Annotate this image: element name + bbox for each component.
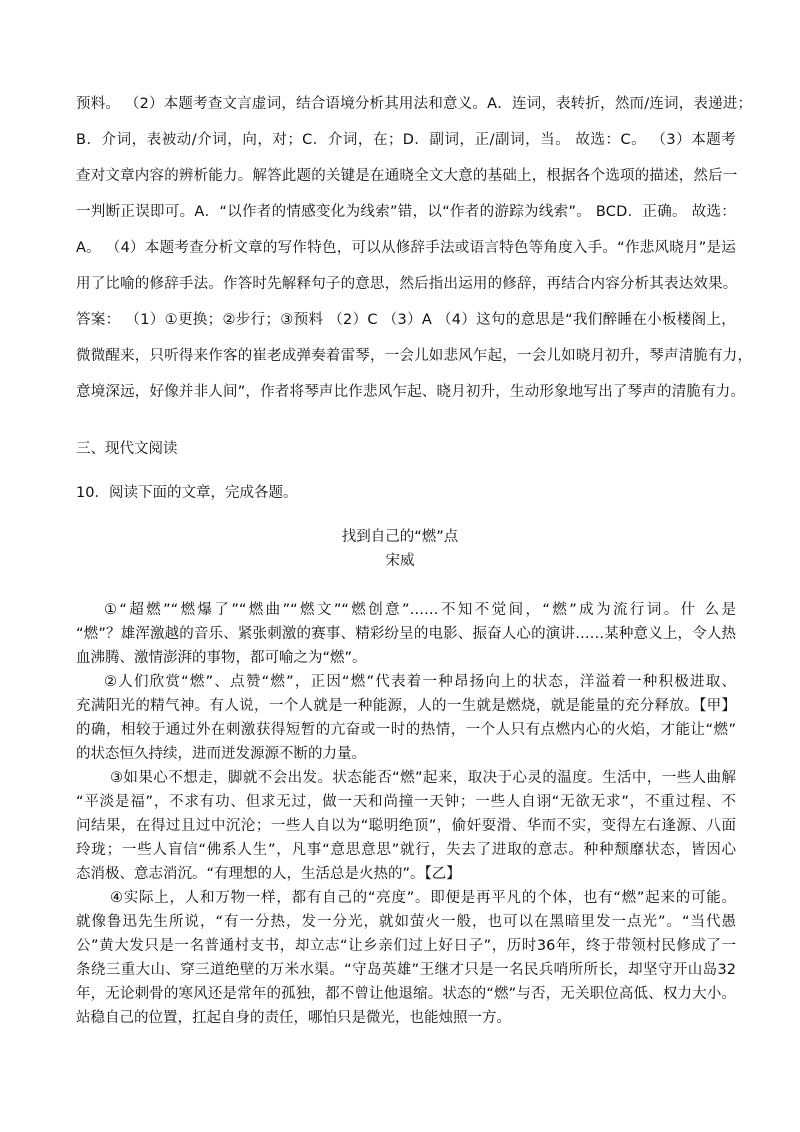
answer-line-1: 答案： （1）①更换；②步行；③预料 （2）C （3）A （4）这句的意思是“我们醉睡在小板楼阁上， [76,312,736,328]
article-line-16: 条绕三重大山、穿三道绝壁的万米水渠。“守岛英雄”王继才只是一名民兵哨所所长，却坚守开山岛32 [76,962,736,978]
analysis-line-1: 预料。 （2）本题考查文言虚词，结合语境分析其用法和意义。A．连词，表转折，然而/连词，表递进； [76,96,753,112]
article-line-14: 就像鲁迅先生所说，“有一分热，发一分光，就如萤火一般，也可以在黑暗里发一点光”。“当代愚 [76,914,736,930]
article-line-3: 血沸腾、激情澎湃的事物，都可喻之为“燃”。 [76,650,367,666]
article-title: 找到自己的“燃”点 [341,529,459,545]
article-line-13: ④实际上，人和万物一样，都有自己的“亮度”。即便是再平凡的个体，也有“燃”起来的可能。 [110,890,736,906]
article-author: 宋威 [385,553,415,569]
article-line-7: 的状态恒久持续，进而迸发源源不断的力量。 [76,746,366,762]
article-line-4: ②人们欣赏“燃”、点赞“燃”，正因“燃”代表着一种昂扬向上的状态，洋溢着一种积极进取、 [104,674,736,690]
article-line-1: ①“超燃”“燃爆了”“燃曲”“燃文”“燃创意”……不知不觉间，“燃”成为流行词。什 么是 [104,602,736,618]
article-line-17: 年，无论刺骨的寒风还是常年的孤独，都不曾让他退缩。状态的“燃”与否，无关职位高低、权力大小。 [76,986,736,1002]
article-line-12: 态消极、意志消沉。“有理想的人，生活总是火热的”。【乙】 [76,866,461,882]
article-line-2: “燃”？雄浑激越的音乐、紧张刺激的赛事、精彩纷呈的电影、振奋人心的演讲……某种意义上，令人热 [76,626,736,642]
article-line-8: ③如果心不想走，脚就不会出发。状态能否“燃”起来，取决于心灵的温度。生活中，一些人曲解 [110,770,736,786]
article-line-18: 站稳自己的位置，扛起自身的责任，哪怕只是微光，也能烛照一方。 [76,1010,511,1026]
article-line-15: 公”黄大发只是一名普通村支书，却立志“让乡亲们过上好日子”，历时36年，终于带领村民修成了一 [76,938,736,954]
analysis-line-4: 一判断正误即可。A．“以作者的情感变化为线索”错，以“作者的游踪为线索”。 BCD．正确。 故选： [76,204,736,220]
article-line-5: 充满阳光的精气神。有人说，一个人就是一种能源，人的一生就是燃烧，就是能量的充分释放。【甲】 [76,698,736,714]
analysis-line-6: 用了比喻的修辞手法。作答时先解释句子的意思，然后指出运用的修辞，再结合内容分析其表达效果。 [76,276,738,292]
analysis-line-5: A。 （4）本题考查分析文章的写作特色，可以从修辞手法或语言特色等角度入手。“作悲风晓月”是运 [76,240,736,256]
article-line-9: “平淡是福”，不求有功、但求无过，做一天和尚撞一天钟；一些人自诩“无欲无求”，不重过程、不 [76,794,736,810]
question-prompt: 10．阅读下面的文章，完成各题。 [76,485,298,501]
analysis-line-2: B．介词，表被动/介词，向，对；C．介词，在；D．副词，正/副词，当。 故选：C。 （3）本题考 [76,132,736,148]
article-line-6: 的确，相较于通过外在刺激获得短暂的亢奋或一时的热情，一个人只有点燃内心的火焰，才能让“燃” [76,722,736,738]
section-heading: 三、现代文阅读 [76,441,178,457]
analysis-line-3: 查对文章内容的辨析能力。解答此题的关键是在通晓全文大意的基础上，根据各个选项的描述，然后一 [76,168,738,184]
article-line-10: 问结果，在得过且过中沉沦；一些人自以为“聪明绝顶”，偷奸耍滑、华而不实，变得左右逢源、八面 [76,818,736,834]
article-line-11: 玲珑；一些人盲信“佛系人生”，凡事“意思意思”就行，失去了进取的意志。种种颓靡状态，皆因心 [76,842,736,858]
answer-line-3: 意境深远，好像并非人间”，作者将琴声比作悲风乍起、晓月初升，生动形象地写出了琴声的清脆有力。 [76,384,746,400]
answer-line-2: 微微醒来，只听得来作客的崔老成弹奏着雷琴，一会儿如悲风乍起，一会儿如晓月初升，琴声清脆有力， [76,348,753,364]
